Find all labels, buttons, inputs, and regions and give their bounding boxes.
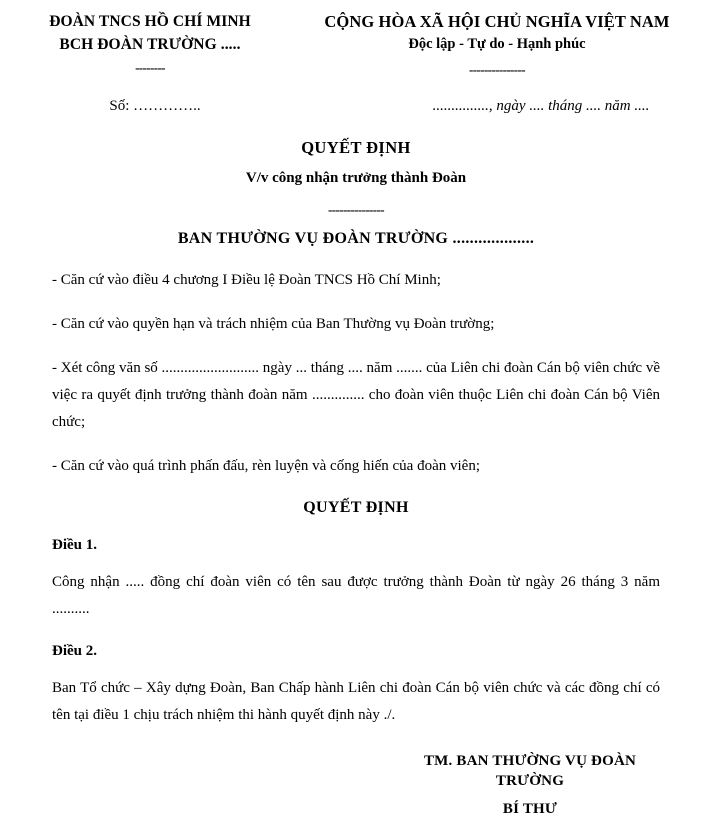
title-separator: --------------- (328, 202, 384, 217)
signature-block (0, 751, 712, 819)
signature-authority-line-2: TRƯỜNG (495, 773, 565, 789)
document-body (52, 267, 660, 729)
document-number: Số: ………….. (109, 98, 201, 114)
issuing-board: BAN THƯỜNG VỤ ĐOÀN TRƯỜNG ................... (177, 230, 535, 247)
document-title: QUYẾT ĐỊNH (301, 138, 411, 157)
document-subject: V/v công nhận trưởng thành Đoàn (245, 170, 467, 186)
article-2-heading: Điều 2. (52, 643, 97, 659)
signature-role: BÍ THƯ (502, 801, 558, 817)
header-right-separator: --------------- (469, 62, 525, 77)
document-date-line: ..............., ngày .... tháng .... năm .... (432, 98, 650, 114)
organization-name-line-1: ĐOÀN TNCS HỒ CHÍ MINH (49, 13, 251, 30)
national-title: CỘNG HÒA XÃ HỘI CHỦ NGHĨA VIỆT NAM (324, 12, 670, 31)
header-left-separator: -------- (135, 60, 165, 75)
document-meta-row (0, 98, 712, 115)
preamble-item: - Căn cứ vào điều 4 chương I Điều lệ Đoàn TNCS Hồ Chí Minh; (52, 272, 441, 288)
preamble-item: - Căn cứ vào quyền hạn và trách nhiệm của Ban Thường vụ Đoàn trường; (52, 316, 495, 332)
national-motto: Độc lập - Tự do - Hạnh phúc (408, 36, 586, 52)
article-1-body: Công nhận ..... đồng chí đoàn viên có tên sau được trưởng thành Đoàn từ ngày 26 tháng 3 năm .......... (52, 574, 660, 617)
header-right-column (300, 10, 712, 80)
article-1-heading: Điều 1. (52, 537, 97, 553)
header-left-column (0, 10, 300, 80)
organization-name-line-2: BCH ĐOÀN TRƯỜNG ..... (59, 36, 241, 53)
document-header (0, 0, 712, 80)
article-2-body: Ban Tổ chức – Xây dựng Đoàn, Ban Chấp hành Liên chi đoàn Cán bộ viên chức và các đồng chí có tên tại điều 1 chịu trách nhiệm thi hành quyết định này ./. (52, 680, 660, 723)
preamble-item: - Căn cứ vào quá trình phấn đấu, rèn luyện và cống hiến của đoàn viên; (52, 458, 480, 474)
decision-heading: QUYẾT ĐỊNH (303, 499, 409, 516)
preamble-item: - Xét công văn số .......................... ngày ... tháng .... năm ....... của Liên chi đoàn Cán bộ viên chức về việc ra quyết định trưởng thành đoàn năm .............. cho đoàn viên thuộc Liên chi đoàn Cán bộ Viên chức; (52, 360, 660, 430)
signature-authority-line-1: TM. BAN THƯỜNG VỤ ĐOÀN (423, 753, 637, 769)
